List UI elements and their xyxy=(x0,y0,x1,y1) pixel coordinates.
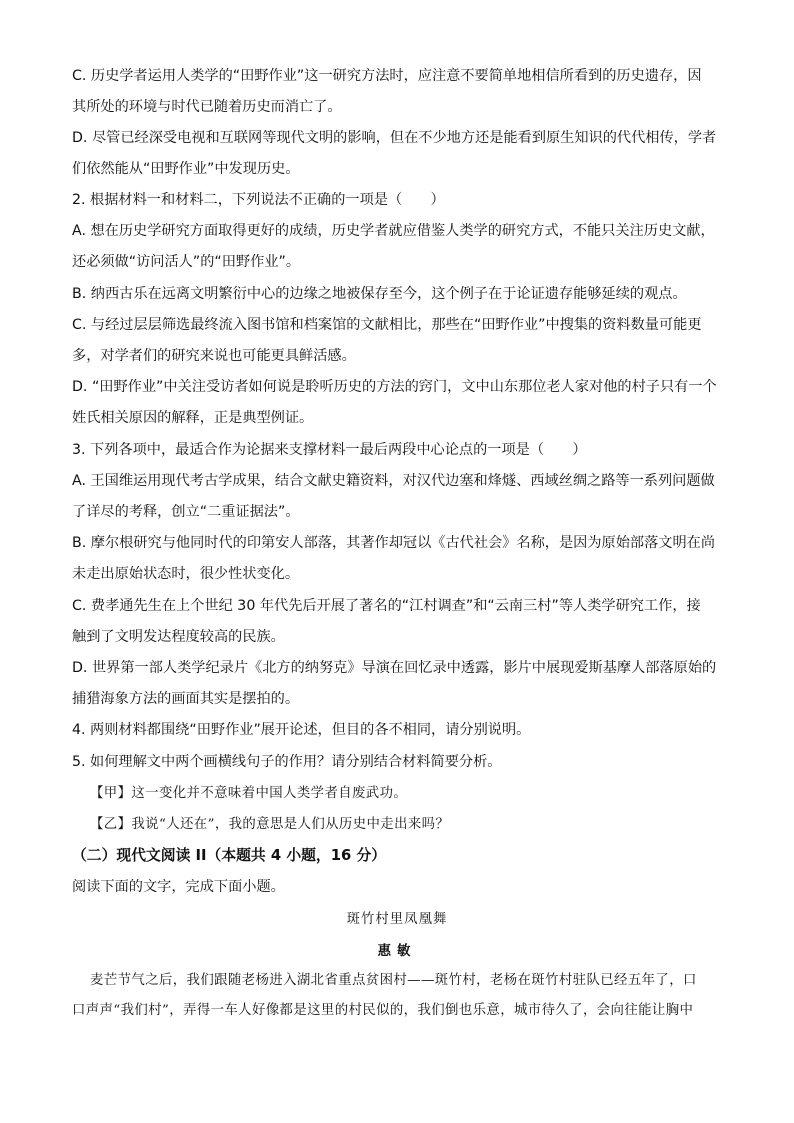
section-heading: （二）现代文阅读 II（本题共 4 小题，16 分） xyxy=(72,847,387,864)
q2-option-a-line-2: 还必须做“访问活人”的“田野作业”。 xyxy=(72,254,301,270)
q2-option-c-line-1: C. 与经过层层筛选最终流入图书馆和档案馆的文献相比，那些在“田野作业”中搜集的资料数量可能更 xyxy=(72,317,702,333)
q3-option-a-line-2: 了详尽的考释，创立“二重证据法”。 xyxy=(72,504,300,520)
question-3: 3. 下列各项中，最适合作为论据来支撑材料一最后两段中心论点的一项是（ ） xyxy=(72,442,587,458)
question-5: 5. 如何理解文中两个画横线句子的作用？请分别结合材料简要分析。 xyxy=(72,754,502,770)
question-2: 2. 根据材料一和材料二，下列说法不正确的一项是（ ） xyxy=(72,192,445,208)
option-c-line-2: 其所处的环境与时代已随着历史而消亡了。 xyxy=(72,99,342,115)
q3-option-a-line-1: A. 王国维运用现代考古学成果，结合文献史籍资料，对汉代边塞和烽燧、西域丝绸之路等一系列问题做 xyxy=(72,473,715,489)
article-body-line-1: 麦芒节气之后，我们跟随老杨进入湖北省重点贫困村——斑竹村，老杨在斑竹村驻队已经五年了，口 xyxy=(90,973,697,988)
option-c-line-1: C. 历史学者运用人类学的“田野作业”这一研究方法时，应注意不要简单地相信所看到的历史遗存，因 xyxy=(72,68,702,84)
q3-option-c-line-1: C. 费孝通先生在上个世纪 30 年代先后开展了著名的“江村调查”和“云南三村”等人类学研究工作，接 xyxy=(72,598,701,614)
q2-option-d-line-2: 姓氏相关原因的解释，正是典型例证。 xyxy=(72,410,314,426)
article-author: 惠敏 xyxy=(377,943,417,959)
q3-option-c-line-2: 触到了文明发达程度较高的民族。 xyxy=(72,629,285,645)
article-body-line-2: 口声声“我们村”，弄得一车人好像都是这里的村民似的，我们倒也乐意，城市待久了，会向往能让胸中 xyxy=(72,1003,694,1018)
q3-option-b-line-1: B. 摩尔根研究与他同时代的印第安人部落，其著作却冠以《古代社会》名称，是因为原始部落文明在尚 xyxy=(72,535,716,551)
q3-option-d-line-2: 捕猎海象方法的画面其实是摆拍的。 xyxy=(72,691,300,707)
reading-instruction: 阅读下面的文字，完成下面小题。 xyxy=(72,879,285,895)
quote-jia: 【甲】这一变化并不意味着中国人类学者自废武功。 xyxy=(90,786,408,801)
q3-option-d-line-1: D. 世界第一部人类学纪录片《北方的纳努克》导演在回忆录中透露，影片中展现爱斯基摩人部落原始的 xyxy=(72,660,717,676)
quote-yi: 【乙】我说“人还在”，我的意思是人们从历史中走出来吗？ xyxy=(90,817,450,832)
question-4: 4. 两则材料都围绕“田野作业”展开论述，但目的各不相同，请分别说明。 xyxy=(72,722,531,738)
article-title: 斑竹村里凤凰舞 xyxy=(346,912,448,927)
q3-option-b-line-2: 未走出原始状态时，很少性状变化。 xyxy=(72,566,300,582)
q2-option-a-line-1: A. 想在历史学研究方面取得更好的成绩，历史学者就应借鉴人类学的研究方式，不能只关注历史文献， xyxy=(72,223,715,239)
q2-option-c-line-2: 多，对学者们的研究来说也可能更具鲜活感。 xyxy=(72,348,356,364)
q2-option-d-line-1: D. “田野作业”中关注受访者如何说是聆听历史的方法的窍门，文中山东那位老人家对他的村子只有一个 xyxy=(72,379,717,395)
option-d-line-1: D. 尽管已经深受电视和互联网等现代文明的影响，但在不少地方还是能看到原生知识的代代相传，学者 xyxy=(72,130,717,146)
option-d-line-2: 们依然能从“田野作业”中发现历史。 xyxy=(72,161,300,177)
q2-option-b: B. 纳西古乐在远离文明繁衍中心的边缘之地被保存至今，这个例子在于论证遗存能够延续的观点。 xyxy=(72,286,687,302)
